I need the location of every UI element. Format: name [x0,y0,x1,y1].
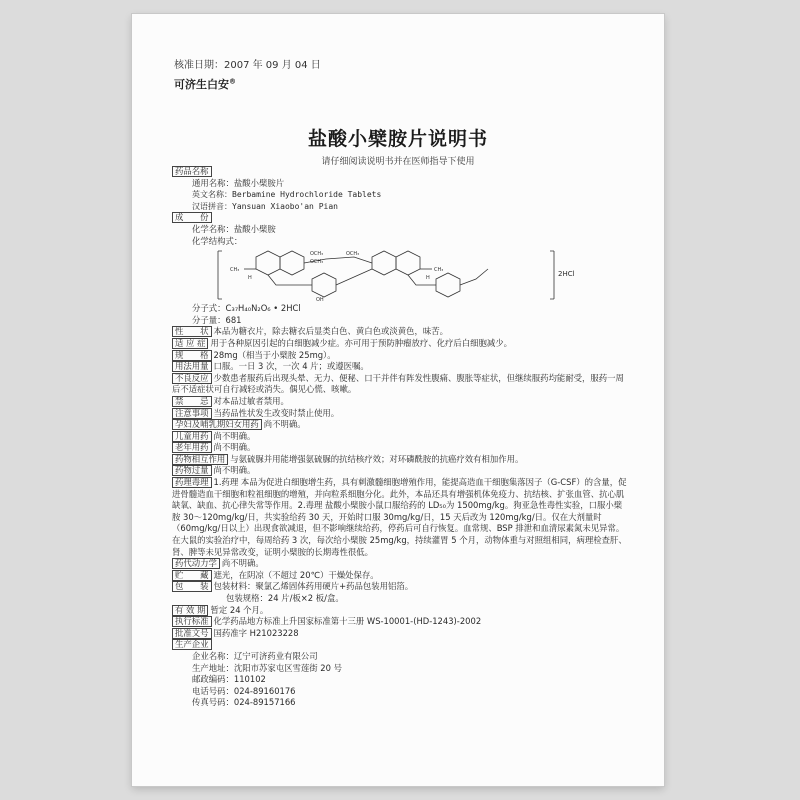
section-label: 药物相互作用 [172,454,228,465]
section-pediatric [172,431,627,443]
section-text: 化学药品地方标准上升国家标准第十三册 WS-10001-(HD-1243)-2002 [213,616,482,627]
section-label: 用法用量 [172,361,212,372]
section-description [172,326,627,338]
section-precautions [172,408,627,420]
section-label: 不良反应 [172,373,212,384]
manufacturer-phone: 电话号码：024-89160176 [192,685,296,696]
section-manufacturer [172,639,627,651]
structure-drawing [216,249,556,301]
section-text: 尚不明确。 [213,430,256,441]
package-material: 包装材料：聚氯乙烯固体药用硬片+药品包装用铝箔。 [213,581,414,592]
section-specification [172,350,627,362]
section-text: 尚不明确。 [213,442,256,453]
section-text: 对本品过敏者禁用。 [213,395,289,406]
section-label: 执行标准 [172,616,212,627]
manufacturer-postcode: 邮政编码：110102 [192,674,266,685]
section-pharmacology [172,477,627,558]
section-adverse-reactions [172,373,627,396]
section-label: 规 格 [172,350,212,361]
manufacturer-address: 生产地址：沈阳市苏家屯区雪莲街 20 号 [192,662,342,673]
section-approval-number [172,628,627,640]
section-text: 尚不明确。 [221,558,264,569]
section-contraindications [172,396,627,408]
section-interactions [172,454,627,466]
package-spec: 包装规格：24 片/板×2 板/盒。 [226,593,344,603]
section-label: 有 效 期 [172,605,208,616]
section-text: 1.药理 本品为促进白细胞增生药，具有刺激髓细胞增殖作用，能提高造血干细胞集落因子（G-CSF）的含量，促进骨髓造血干细胞和粒祖细胞的增殖，并向粒系细胞分化。此外，本品还具有增强机体免疫力、抗结核、扩张血管、抗心肌缺氧、缺血、抗心律失常等作用。2.毒理 盐酸小檗胺小鼠口服给药的 LD₅₀为 1500mg/kg。狗亚急性毒性实验，口服小檗胺 30～120mg/kg/日，共实验给药 30 天，开始时口服 30mg/kg/日，15 天后改为 120mg/kg/日。仅在大剂量时（60mg/kg/日以上）出现食欲减退，但不影响继续给药，停药后可自行恢复。血常规、BSP 排泄和血清尿素氮未见异常。在大鼠的实验治疗中，每周给药 3 次，每次给小檗胺 25mg/kg，持续灌胃 5 个月，动物体重与对照组相同，病理检查肝、肾、脾等未见异常改变，证明小檗胺的长期毒性很低。 [172,477,627,557]
structure-label: 化学结构式： [192,235,243,246]
section-label: 禁 忌 [172,396,212,407]
insert-body [172,166,627,709]
section-text: 本品为糖衣片，除去糖衣后显类白色、黄白色或淡黄色，味苦。 [213,326,448,337]
package-insert-sheet [132,14,664,786]
section-composition [172,212,627,224]
svg-text:OCH₃: OCH₃ [310,251,324,258]
chemical-structure-diagram [172,249,627,301]
section-package [172,581,627,593]
section-geriatric [172,442,627,454]
section-text: 当药品性状发生改变时禁止使用。 [213,407,340,418]
document-subtitle: 请仔细阅读说明书并在医师指导下使用 [321,157,475,167]
section-text: 用于各种原因引起的白细胞减少症。亦可用于预防肿瘤放疗、化疗后白细胞减少。 [210,337,512,348]
section-text: 与氨硫脲并用能增强氨硫脲的抗结核疗效；对环磷酰胺的抗癌疗效有相加作用。 [230,453,524,464]
section-label: 儿童用药 [172,431,212,442]
manufacturer-fax: 传真号码：024-89157166 [192,697,296,708]
section-pharmacokinetics [172,558,627,570]
english-name: 英文名称：Berbamine Hydrochloride Tablets [192,190,382,200]
section-label: 药理毒理 [172,477,212,488]
svg-text:OH: OH [316,297,324,302]
molecular-formula: 分子式：C₃₇H₄₀N₂O₆ • 2HCl [192,303,301,314]
svg-text:CH₃: CH₃ [434,267,444,274]
section-text: 28mg（相当于小檗胺 25mg）。 [213,349,336,360]
section-drug-name [172,166,627,178]
manufacturer-name: 企业名称：辽宁可济药业有限公司 [192,650,318,661]
section-label: 性 状 [172,326,212,337]
structure-salt-label: 2HCl [558,270,575,279]
section-text: 暂定 24 个月。 [210,604,269,615]
section-storage [172,570,627,582]
section-label: 包 装 [172,581,212,592]
svg-text:H: H [426,275,430,282]
section-label: 注意事项 [172,408,212,419]
svg-text:OCH₃: OCH₃ [346,251,360,258]
generic-name: 通用名称：盐酸小檗胺片 [192,177,285,188]
section-text: 遮光，在阴凉（不超过 20℃）干燥处保存。 [213,569,379,580]
section-label: 药代动力学 [172,558,220,569]
section-label: 适 应 症 [172,338,208,349]
section-text: 口服。一日 3 次，一次 4 片；或遵医嘱。 [213,361,369,372]
section-text: 尚不明确。 [213,465,256,476]
section-label: 药物过量 [172,465,212,476]
section-label: 成 份 [172,212,212,223]
svg-text:OCH₃: OCH₃ [310,259,324,266]
section-label: 老年用药 [172,442,212,453]
section-pregnancy [172,419,627,431]
section-label: 药品名称 [172,166,212,177]
section-label: 生产企业 [172,639,212,650]
chemical-name: 化学名称：盐酸小檗胺 [192,223,276,234]
molecular-weight: 分子量：681 [192,314,242,325]
section-validity [172,605,627,617]
registered-mark: ® [229,77,236,86]
brand-text: 可济生白安 [174,78,229,91]
section-standard [172,616,627,628]
brand-name [174,76,236,92]
section-text: 国药准字 H21023228 [213,627,299,638]
section-text: 尚不明确。 [263,419,306,430]
section-text: 少数患者服药后出现头晕、无力、便秘、口干并伴有阵发性腹痛、腹胀等症状，但继续服药均能耐受，服药一周后不适症状可自行减轻或消失。偶见心慌、咳嗽。 [172,372,624,395]
section-dosage [172,361,627,373]
svg-text:CH₃: CH₃ [230,267,240,274]
section-label: 批准文号 [172,628,212,639]
pinyin-name: 汉语拼音：Yansuan Xiaobo'an Pian [192,201,338,211]
section-label: 孕妇及哺乳期妇女用药 [172,419,262,430]
section-indications [172,338,627,350]
section-label: 贮 藏 [172,570,212,581]
approval-date: 核准日期：2007 年 09 月 04 日 [174,60,321,71]
section-overdose [172,465,627,477]
document-title: 盐酸小檗胺片说明书 [307,128,488,150]
svg-text:H: H [248,275,252,282]
